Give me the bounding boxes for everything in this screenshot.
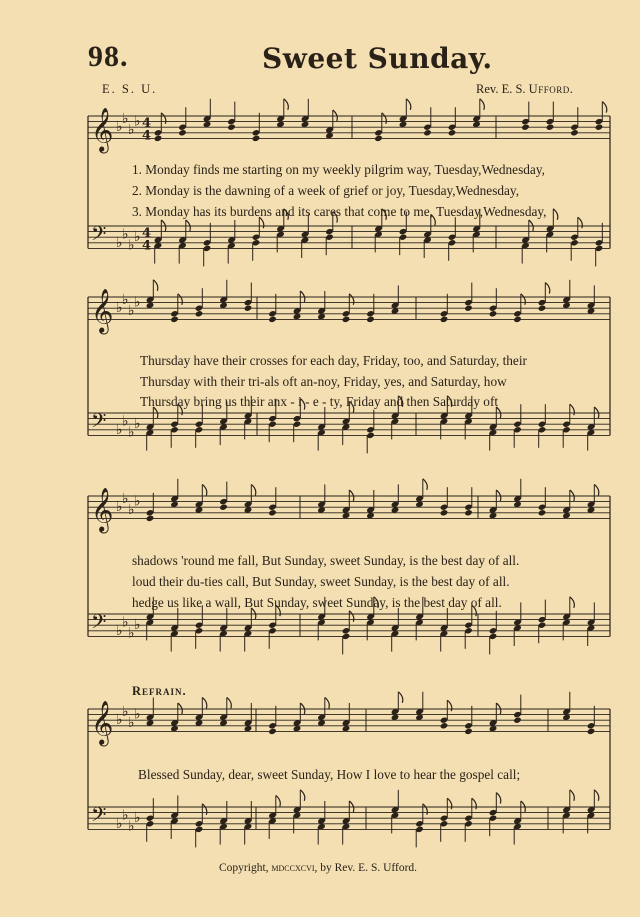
key-signature-flat: ♭ — [122, 807, 129, 824]
key-signature-flat: ♭ — [134, 229, 141, 246]
copyright-prefix: Copyright, — [219, 862, 272, 874]
key-signature-flat: ♭ — [134, 113, 141, 130]
note-flag — [161, 220, 166, 231]
note-head — [146, 515, 155, 522]
key-signature-flat: ♭ — [128, 303, 135, 319]
key-signature-flat: ♭ — [122, 490, 129, 507]
key-signature-flat: ♭ — [134, 493, 141, 510]
key-signature-flat: ♭ — [122, 291, 129, 308]
key-signature-flat: ♭ — [134, 617, 141, 634]
hymn-title: Sweet Sunday. — [262, 42, 493, 75]
hymn-number: 98. — [88, 40, 129, 73]
composer-surname: Ufford. — [528, 82, 574, 96]
note-flag — [578, 217, 583, 228]
note-flag — [382, 113, 387, 124]
key-signature-flat: ♭ — [122, 110, 129, 127]
note-head — [513, 717, 522, 724]
verse-2-line: Thursday with their tri-als oft an-noy, Friday, yes, and Saturday, how — [140, 374, 507, 389]
note-flag — [496, 703, 501, 714]
copyright-year: mdccxcvi — [271, 862, 315, 874]
note-head — [227, 124, 236, 131]
note-flag — [202, 484, 207, 495]
note-head — [448, 129, 457, 136]
key-signature-flat: ♭ — [134, 706, 141, 723]
note-flag — [594, 790, 599, 801]
note-flag — [602, 102, 607, 113]
note-flag — [251, 484, 255, 495]
note-flag — [284, 99, 289, 110]
key-signature-flat: ♭ — [128, 122, 135, 138]
note-head — [154, 135, 163, 142]
note-head — [538, 509, 547, 516]
note-head — [440, 316, 449, 323]
time-signature-bottom: 4 — [142, 128, 152, 144]
copyright-notice — [219, 862, 417, 874]
key-signature-flat: ♭ — [122, 413, 129, 430]
note-head — [587, 728, 596, 735]
note-head — [489, 310, 498, 317]
note-flag — [570, 597, 575, 608]
note-head — [546, 124, 555, 131]
key-signature-flat: ♭ — [128, 502, 135, 518]
note-flag — [472, 798, 477, 809]
verse-1-line: Thursday have their crosses for each day, Friday, too, and Saturday, their — [140, 353, 527, 368]
key-signature-flat: ♭ — [134, 810, 141, 827]
note-flag — [447, 798, 452, 809]
note-flag — [300, 291, 305, 302]
verse-1-line: shadows 'round me fall, But Sunday, sweet Sunday, is the best day of all. — [132, 553, 520, 568]
note-flag — [300, 703, 305, 714]
note-flag — [325, 697, 330, 708]
treble-clef: 𝄞 — [91, 288, 114, 333]
note-flag — [276, 795, 281, 806]
treble-clef: 𝄞 — [91, 487, 114, 532]
key-signature-flat: ♭ — [128, 818, 135, 835]
treble-clef: 𝄞 — [91, 700, 114, 745]
note-flag — [178, 294, 183, 305]
verse-3-line: 3. Monday has its burdens and its cares that come to me, Tuesday,Wednesday, — [132, 204, 547, 219]
note-flag — [521, 294, 526, 305]
note-flag — [202, 697, 207, 708]
note-head — [366, 316, 375, 323]
note-head — [464, 728, 473, 735]
note-flag — [398, 692, 403, 703]
key-signature-flat: ♭ — [134, 416, 141, 433]
key-signature-flat: ♭ — [128, 424, 135, 441]
key-signature-flat: ♭ — [116, 119, 123, 136]
key-signature-flat: ♭ — [128, 237, 135, 254]
note-flag — [406, 99, 411, 110]
note-head — [464, 305, 473, 312]
note-flag — [300, 790, 305, 801]
bass-clef: 𝄢 — [91, 802, 107, 831]
note-head — [423, 129, 432, 136]
note-head — [464, 509, 473, 516]
note-head — [178, 129, 187, 136]
note-head — [440, 509, 449, 516]
note-head — [268, 509, 277, 516]
treble-clef: 𝄞 — [91, 107, 114, 152]
note-head — [595, 124, 604, 131]
verse-1-line: 1. Monday finds me starting on my weekly pilgrim way, Tuesday,Wednesday, — [132, 162, 545, 177]
note-flag — [349, 611, 354, 622]
note-flag — [423, 479, 428, 490]
key-signature-flat: ♭ — [122, 614, 129, 631]
note-flag — [161, 113, 166, 124]
note-head — [440, 722, 449, 729]
note-flag — [529, 220, 534, 231]
note-head — [170, 316, 179, 323]
note-flag — [349, 801, 354, 812]
note-flag — [594, 407, 599, 418]
refrain-line: Blessed Sunday, dear, sweet Sunday, How I love to hear the gospel call; — [138, 767, 521, 782]
note-head — [244, 305, 253, 312]
verse-3-line: hedge us like a wall, But Sunday, sweet Sunday, is the best day of all. — [132, 595, 502, 610]
note-flag — [447, 700, 452, 711]
key-signature-flat: ♭ — [122, 703, 129, 720]
key-signature-flat: ♭ — [116, 499, 123, 516]
key-signature-flat: ♭ — [128, 625, 135, 642]
time-signature-bottom: 4 — [142, 238, 152, 254]
key-signature-flat: ♭ — [116, 622, 123, 639]
copyright-suffix: , by Rev. E. S. Ufford. — [314, 862, 418, 874]
note-flag — [333, 110, 338, 121]
author-credit: E. S. U. — [102, 82, 158, 96]
bass-clef: 𝄢 — [91, 609, 107, 638]
key-signature-flat: ♭ — [116, 421, 123, 438]
time-signature-top: 4 — [142, 226, 152, 242]
note-head — [268, 316, 277, 323]
note-flag — [521, 801, 526, 812]
note-head — [195, 310, 204, 317]
note-flag — [570, 490, 575, 501]
note-head — [521, 124, 530, 131]
bass-clef: 𝄢 — [91, 408, 107, 437]
note-flag — [186, 220, 191, 231]
refrain-label: Refrain. — [132, 684, 187, 698]
key-signature-flat: ♭ — [116, 300, 123, 317]
note-flag — [496, 793, 501, 804]
time-signature-top: 4 — [142, 116, 152, 132]
note-head — [252, 135, 261, 142]
note-flag — [153, 280, 158, 291]
verse-2-line: 2. Monday is the dawning of a week of grief or joy, Tuesday,Wednesday, — [132, 183, 520, 198]
note-flag — [178, 703, 183, 714]
verse-2-line: loud their du-ties call, But Sunday, sweet Sunday, is the best day of all. — [132, 574, 510, 589]
note-head — [268, 728, 277, 735]
key-signature-flat: ♭ — [128, 715, 135, 731]
note-flag — [570, 790, 575, 801]
note-flag — [202, 804, 207, 815]
composer-prefix: Rev. E. S. — [476, 82, 529, 96]
note-flag — [349, 294, 354, 305]
note-head — [570, 129, 579, 136]
key-signature-flat: ♭ — [116, 712, 123, 729]
note-head — [342, 316, 351, 323]
key-signature-flat: ♭ — [134, 294, 141, 311]
note-flag — [423, 804, 428, 815]
note-flag — [545, 283, 550, 294]
note-flag — [480, 99, 485, 110]
note-flag — [594, 484, 599, 495]
key-signature-flat: ♭ — [116, 234, 123, 251]
key-signature-flat: ♭ — [122, 226, 129, 243]
note-head — [219, 504, 228, 511]
note-head — [374, 135, 383, 142]
note-flag — [227, 697, 232, 708]
note-head — [513, 316, 522, 323]
key-signature-flat: ♭ — [116, 815, 123, 832]
note-flag — [553, 209, 558, 220]
note-head — [538, 305, 547, 312]
verse-3-line: Thursday bring us their anx - i - e - ty, Friday and then Saturday oft — [140, 394, 499, 409]
note-flag — [496, 490, 501, 501]
bass-clef: 𝄢 — [91, 221, 107, 250]
note-flag — [349, 490, 354, 501]
note-flag — [570, 404, 575, 415]
